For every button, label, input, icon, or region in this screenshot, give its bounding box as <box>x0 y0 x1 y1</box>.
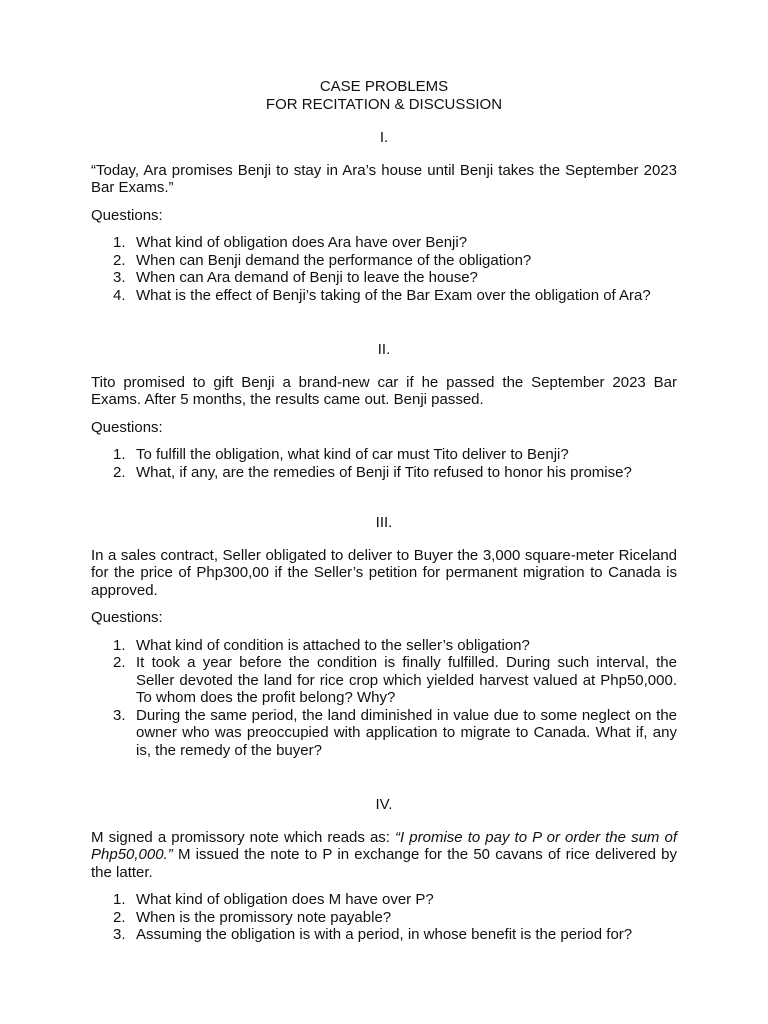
question-text: What kind of condition is attached to the seller’s obligation? <box>136 636 530 654</box>
question-item <box>113 654 677 707</box>
question-number: 2. <box>113 463 126 481</box>
section-numeral: II. <box>377 341 391 358</box>
question-item <box>113 463 677 482</box>
question-number: 3. <box>113 269 126 286</box>
case-section-2 <box>91 341 677 481</box>
question-item <box>113 234 677 252</box>
case-section-3 <box>91 514 677 759</box>
section-spacer <box>91 304 677 341</box>
question-item <box>113 269 677 287</box>
question-number: 2. <box>113 654 126 671</box>
question-number: 3. <box>113 926 126 943</box>
question-item <box>113 908 677 927</box>
questions-label: Questions: <box>91 609 163 626</box>
section-spacer <box>91 759 677 796</box>
case-section-1 <box>91 129 677 304</box>
promissory-note-quote: “I promise to pay to P or order the sum of Php50,000.” <box>91 828 677 863</box>
question-number: 3. <box>113 706 126 724</box>
question-list <box>91 891 677 944</box>
section-numeral: I. <box>379 129 389 146</box>
paragraph-tail: M issued the note to P in exchange for the 50 cavans of rice delivered by the latter. <box>91 846 677 881</box>
question-number: 1. <box>113 636 126 654</box>
question-list <box>91 637 677 760</box>
question-item <box>113 286 677 305</box>
case-section-4 <box>91 796 677 944</box>
question-text: To fulfill the obligation, what kind of car must Tito deliver to Benji? <box>136 446 569 463</box>
question-list <box>91 446 677 481</box>
question-text: When can Ara demand of Benji to leave the house? <box>136 269 478 286</box>
question-item <box>113 706 677 760</box>
question-item <box>113 446 677 464</box>
question-text: When can Benji demand the performance of the obligation? <box>136 251 532 269</box>
question-item <box>113 926 677 944</box>
question-item <box>113 636 677 655</box>
question-text: It took a year before the condition is finally fulfilled. During such interval, the Seller devoted the land for rice crop which yielded harvest valued at Php50,000. To whom does the profit belong? Why? <box>136 654 677 706</box>
title-line-1: CASE PROBLEMS <box>319 78 449 95</box>
case-paragraph <box>91 829 677 882</box>
question-text: What, if any, are the remedies of Benji if Tito refused to honor his promise? <box>136 463 632 481</box>
question-number: 2. <box>113 908 126 926</box>
question-text: When is the promissory note payable? <box>136 908 392 926</box>
title-line-2: FOR RECITATION & DISCUSSION <box>265 95 503 113</box>
question-text: What is the effect of Benji’s taking of the Bar Exam over the obligation of Ara? <box>136 286 651 304</box>
questions-label: Questions: <box>91 418 163 436</box>
question-text: Assuming the obligation is with a period, in whose benefit is the period for? <box>136 926 633 943</box>
question-text: What kind of obligation does M have over P? <box>136 891 434 908</box>
question-number: 1. <box>113 234 126 251</box>
case-paragraph: Tito promised to gift Benji a brand-new car if he passed the September 2023 Bar Exams. After 5 months, the results came out. Benji passed. <box>91 373 677 408</box>
question-number: 4. <box>113 286 126 304</box>
document-page <box>91 78 677 944</box>
section-numeral: IV. <box>375 796 393 813</box>
question-list <box>91 234 677 304</box>
question-text: During the same period, the land diminished in value due to some neglect on the owner who was preoccupied with application to migrate to Canada. What if, any is, the remedy of the buyer? <box>136 706 677 759</box>
question-item <box>113 891 677 909</box>
questions-label: Questions: <box>91 206 163 224</box>
question-number: 1. <box>113 891 126 908</box>
paragraph-lead: M signed a promissory note which reads as: <box>91 828 396 846</box>
section-numeral: III. <box>375 514 393 531</box>
question-number: 1. <box>113 446 126 463</box>
case-paragraph: “Today, Ara promises Benji to stay in Ara’s house until Benji takes the September 2023 Bar Exams.” <box>91 161 677 196</box>
case-paragraph: In a sales contract, Seller obligated to deliver to Buyer the 3,000 square-meter Riceland for the price of Php300,00 if the Seller’s petition for permanent migration to Canada is approved. <box>91 546 677 599</box>
question-item <box>113 251 677 270</box>
document-title <box>91 78 677 113</box>
question-number: 2. <box>113 251 126 269</box>
question-text: What kind of obligation does Ara have over Benji? <box>136 234 468 251</box>
section-spacer <box>91 481 677 514</box>
